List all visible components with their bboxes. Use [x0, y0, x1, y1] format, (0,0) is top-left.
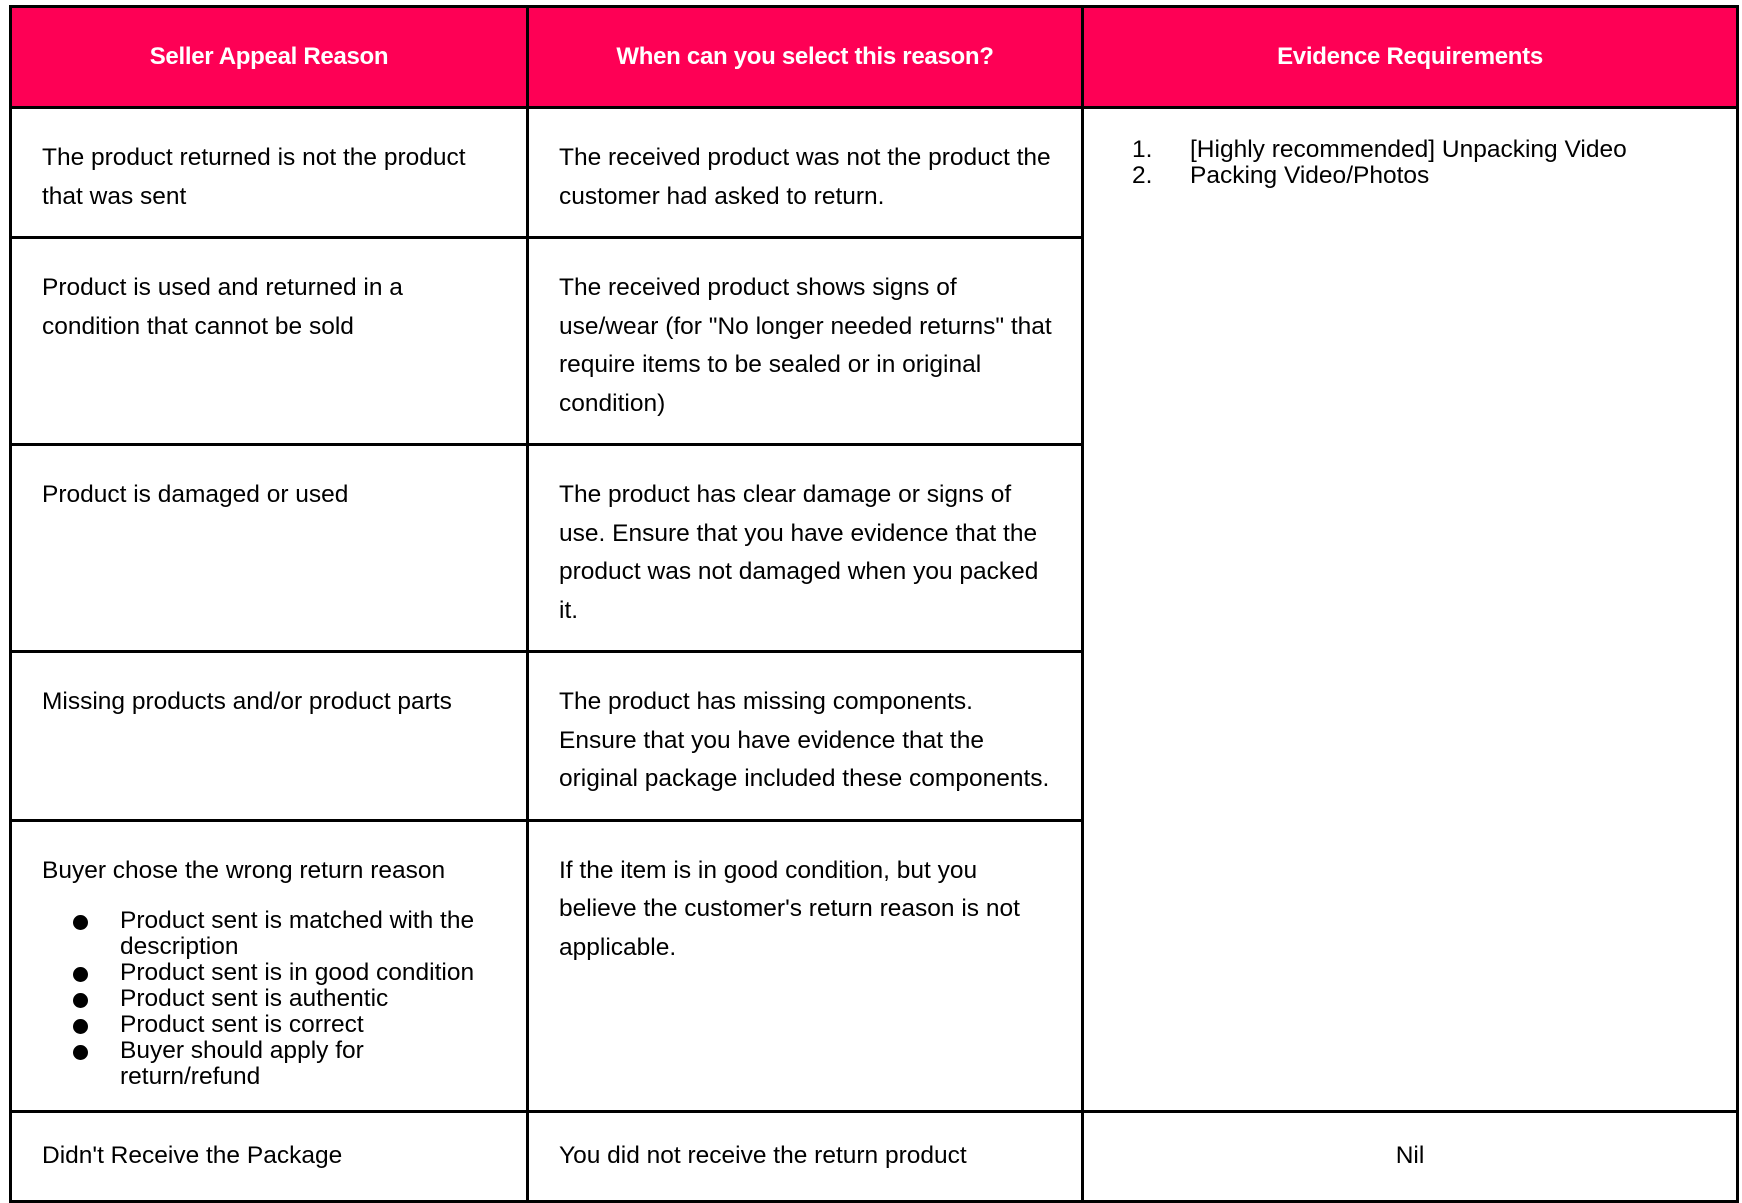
- list-text: [Highly recommended] Unpacking Video: [1190, 136, 1627, 163]
- header-evidence-requirements: Evidence Requirements: [1083, 7, 1738, 108]
- when-cell: The received product shows signs of use/wear (for "No longer needed returns" that require items to be sealed or in original condition): [528, 238, 1083, 445]
- list-item: Buyer should apply for return/refund: [42, 1038, 498, 1090]
- list-number: 2.: [1132, 162, 1153, 189]
- reason-text: Buyer chose the wrong return reason: [42, 856, 446, 884]
- when-cell: You did not receive the return product: [528, 1112, 1083, 1202]
- list-number: 1.: [1132, 136, 1153, 163]
- header-seller-appeal-reason: Seller Appeal Reason: [11, 7, 528, 108]
- when-cell: The product has clear damage or signs of use. Ensure that you have evidence that the product was not damaged when you packed it.: [528, 445, 1083, 652]
- table-row: [11, 108, 1738, 238]
- reason-cell: Product is damaged or used: [11, 445, 528, 652]
- evidence-cell-nil: Nil: [1083, 1112, 1738, 1202]
- header-when-select-reason: When can you select this reason?: [528, 7, 1083, 108]
- list-item: Product sent is in good condition: [42, 960, 498, 986]
- list-item: Product sent is matched with the description: [42, 908, 498, 960]
- list-item: Product sent is authentic: [42, 986, 498, 1012]
- bullet-icon: [42, 908, 120, 960]
- evidence-cell: [1083, 108, 1738, 1112]
- list-item: Product sent is correct: [42, 1012, 498, 1038]
- reason-cell: The product returned is not the product that was sent: [11, 108, 528, 238]
- reason-cell: Product is used and returned in a condition that cannot be sold: [11, 238, 528, 445]
- list-text: Packing Video/Photos: [1190, 162, 1430, 189]
- reason-cell: Missing products and/or product parts: [11, 652, 528, 821]
- bullet-icon: [42, 1038, 120, 1090]
- appeal-reasons-table: [9, 5, 1736, 1177]
- reason-cell: Didn't Receive the Package: [11, 1112, 528, 1202]
- table-row: [11, 1112, 1738, 1202]
- when-cell: If the item is in good condition, but you believe the customer's return reason is not applicable.: [528, 820, 1083, 1112]
- bullet-icon: [42, 960, 120, 986]
- list-item: [1132, 163, 1706, 189]
- reason-bullet-list: [42, 908, 498, 1090]
- bullet-icon: [42, 1012, 120, 1038]
- when-cell: The product has missing components. Ensure that you have evidence that the original package included these components.: [528, 652, 1083, 821]
- when-cell: The received product was not the product the customer had asked to return.: [528, 108, 1083, 238]
- bullet-icon: [42, 986, 120, 1012]
- list-item: [1132, 137, 1706, 163]
- reason-cell: [11, 820, 528, 1112]
- evidence-list: [1132, 137, 1706, 189]
- table-header-row: [11, 7, 1738, 108]
